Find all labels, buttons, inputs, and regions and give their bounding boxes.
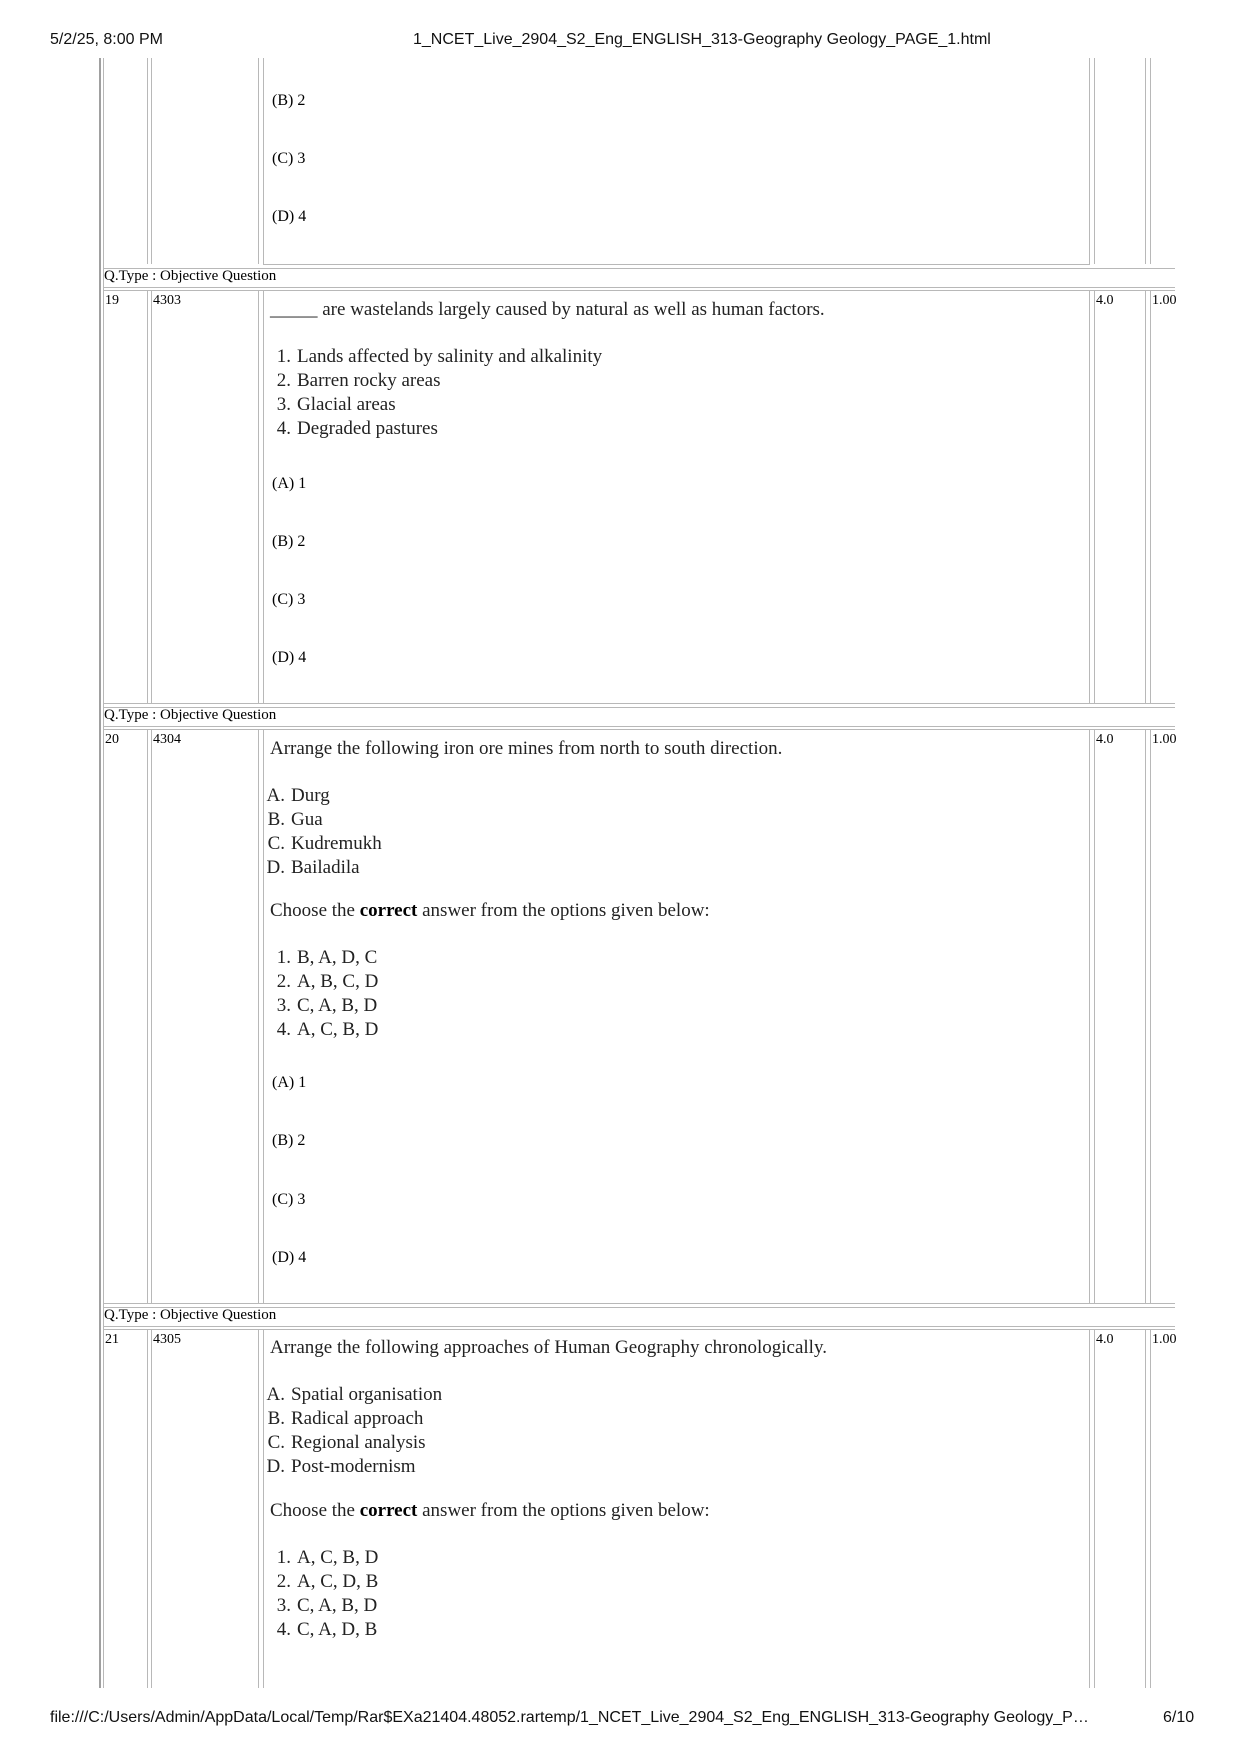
cell-border — [151, 290, 152, 703]
cell-border — [103, 1303, 1175, 1304]
question-marks: 4.0 — [1096, 732, 1114, 747]
list-item: C. Kudremukh — [267, 833, 382, 854]
items-list — [259, 784, 382, 880]
cell-border — [147, 1329, 148, 1688]
cell-border — [1094, 729, 1095, 1303]
option-a: (A) 1 — [272, 475, 307, 492]
cell-border — [1145, 729, 1146, 1303]
question-marks: 4.0 — [1096, 1332, 1114, 1347]
cell-border — [147, 290, 148, 703]
cell-border — [258, 290, 259, 703]
option-c: (C) 3 — [272, 150, 306, 167]
page-title: 1_NCET_Live_2904_S2_Eng_ENGLISH_313-Geography Geology_PAGE_1.html — [413, 31, 991, 48]
option-b: (B) 2 — [272, 533, 306, 550]
cell-border — [103, 703, 1175, 704]
cell-border — [263, 58, 264, 264]
cell-border — [1150, 1329, 1151, 1688]
cell-border — [1089, 729, 1090, 1303]
list-item: 2. A, C, D, B — [276, 1571, 379, 1592]
list-item: B. Radical approach — [267, 1408, 424, 1429]
option-b: (B) 2 — [272, 1132, 306, 1149]
statement-list — [265, 345, 602, 441]
row-border — [103, 1326, 1175, 1327]
cell-border — [1094, 290, 1095, 703]
cell-border — [1094, 1329, 1095, 1688]
cell-border — [1150, 290, 1151, 703]
table-border — [103, 58, 104, 1688]
cell-border — [1145, 290, 1146, 703]
negative-marks: 1.00 — [1152, 1332, 1177, 1347]
answer-list — [265, 946, 378, 1042]
list-item: A. Durg — [266, 785, 330, 806]
answer-list — [265, 1546, 378, 1642]
cell-border — [1089, 58, 1090, 264]
option-c: (C) 3 — [272, 591, 306, 608]
question-serial: 20 — [105, 732, 119, 747]
list-item: 3. Glacial areas — [276, 394, 396, 415]
list-item: 1. A, C, B, D — [276, 1547, 379, 1568]
file-path: file:///C:/Users/Admin/AppData/Local/Temp/Rar$EXa21404.48052.rartemp/1_NCET_Live_2904_S2_Eng_ENGLISH_313-Geography Geology_P… — [50, 1709, 1089, 1726]
list-item: D. Bailadila — [266, 857, 360, 878]
negative-marks: 1.00 — [1152, 732, 1177, 747]
cell-border — [263, 264, 1090, 265]
cell-border — [1150, 729, 1151, 1303]
list-item: 1. Lands affected by salinity and alkalinity — [276, 346, 603, 367]
option-d: (D) 4 — [272, 649, 307, 666]
cell-border — [258, 58, 259, 264]
row-border — [103, 726, 1175, 727]
cell-border — [263, 290, 264, 703]
option-d: (D) 4 — [272, 1249, 307, 1266]
cell-border — [151, 729, 152, 1303]
list-item: 2. A, B, C, D — [276, 971, 379, 992]
cell-border — [151, 58, 152, 264]
question-marks: 4.0 — [1096, 293, 1114, 308]
question-text: Arrange the following approaches of Human Geography chronologically. — [270, 1337, 827, 1358]
list-item: 4. Degraded pastures — [276, 418, 438, 439]
option-a: (A) 1 — [272, 1074, 307, 1091]
question-type: Q.Type : Objective Question — [104, 707, 277, 723]
table-border — [99, 58, 101, 1688]
cell-border — [1145, 1329, 1146, 1688]
cell-border — [1089, 290, 1090, 703]
question-type: Q.Type : Objective Question — [104, 268, 277, 284]
list-item: 3. C, A, B, D — [276, 995, 378, 1016]
cell-border — [151, 1329, 152, 1688]
cell-border — [1094, 58, 1095, 264]
cell-border — [147, 729, 148, 1303]
print-date: 5/2/25, 8:00 PM — [50, 31, 163, 48]
list-item: D. Post-modernism — [266, 1456, 416, 1477]
question-id: 4304 — [153, 732, 181, 747]
negative-marks: 1.00 — [1152, 293, 1177, 308]
cell-border — [1145, 58, 1146, 264]
list-item: 4. C, A, D, B — [276, 1619, 378, 1640]
list-item: C. Regional analysis — [267, 1432, 426, 1453]
items-list — [259, 1383, 442, 1479]
question-id: 4303 — [153, 293, 181, 308]
list-item: 3. C, A, B, D — [276, 1595, 378, 1616]
list-item: 1. B, A, D, C — [276, 947, 378, 968]
list-item: A. Spatial organisation — [266, 1384, 443, 1405]
list-item: 2. Barren rocky areas — [276, 370, 441, 391]
question-serial: 19 — [105, 293, 119, 308]
page-number: 6/10 — [1163, 1709, 1195, 1726]
cell-border — [1089, 1329, 1090, 1688]
question-text: _____ are wastelands largely caused by natural as well as human factors. — [270, 299, 825, 320]
option-d: (D) 4 — [272, 208, 307, 225]
cell-border — [147, 58, 148, 264]
row-border — [103, 287, 1175, 288]
question-text: Arrange the following iron ore mines from north to south direction. — [270, 738, 783, 759]
option-c: (C) 3 — [272, 1191, 306, 1208]
list-item: B. Gua — [267, 809, 323, 830]
instruction-text: Choose the correct answer from the options given below: — [270, 900, 710, 921]
list-item: 4. A, C, B, D — [276, 1019, 379, 1040]
option-b: (B) 2 — [272, 92, 306, 109]
cell-border — [1150, 58, 1151, 264]
instruction-text: Choose the correct answer from the options given below: — [270, 1500, 710, 1521]
question-id: 4305 — [153, 1332, 181, 1347]
question-type: Q.Type : Objective Question — [104, 1307, 277, 1323]
question-serial: 21 — [105, 1332, 119, 1347]
